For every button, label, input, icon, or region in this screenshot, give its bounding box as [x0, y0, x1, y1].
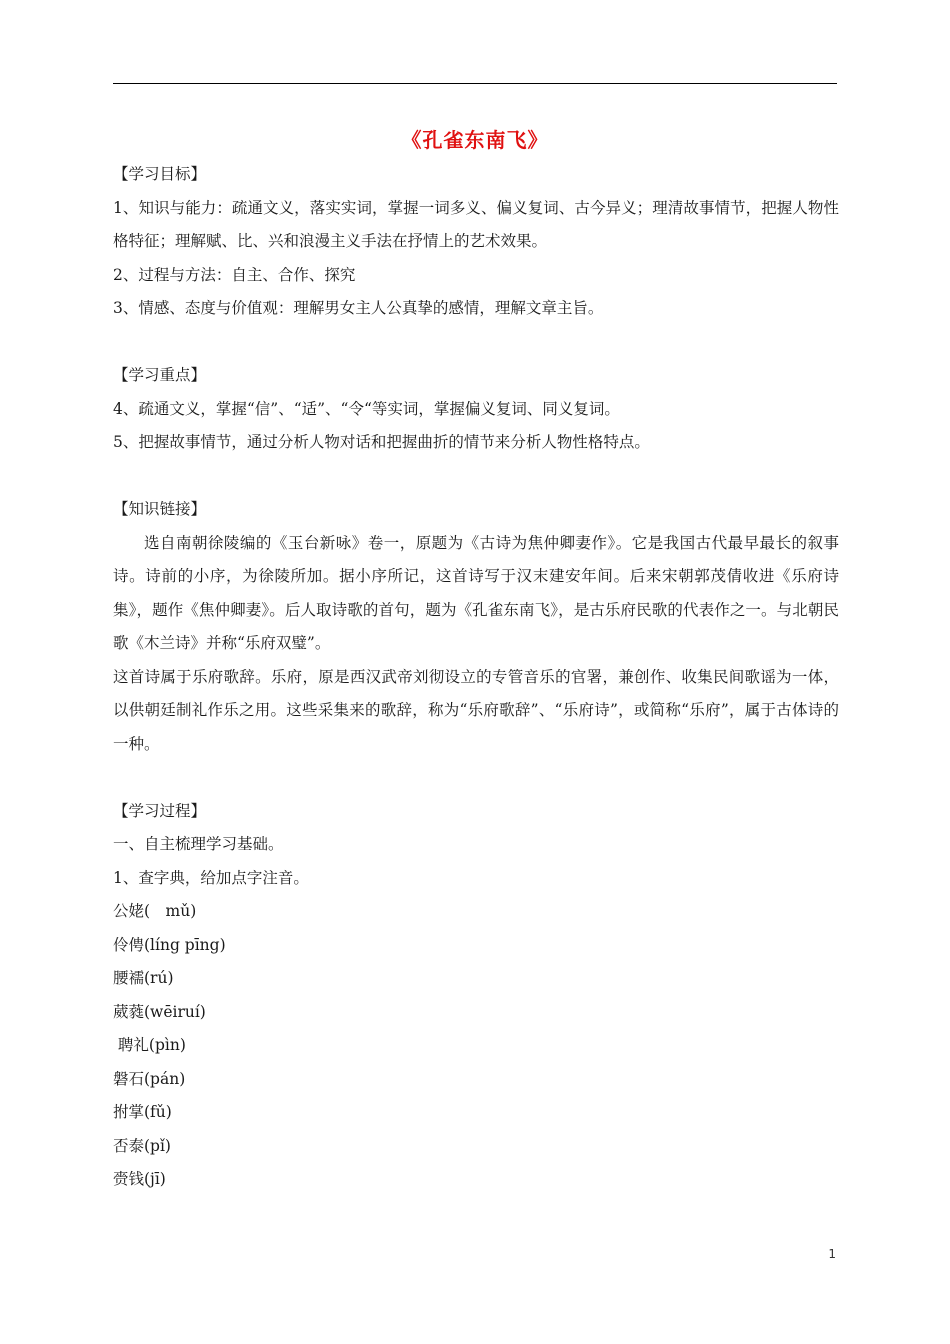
pinyin-item: 拊掌(fǔ)	[113, 1103, 172, 1121]
process-step-1: 一、自主梳理学习基础。	[113, 835, 284, 853]
objectives-heading: 【学习目标】	[113, 165, 207, 183]
pinyin-item: 聘礼(pìn)	[113, 1036, 186, 1054]
pinyin-item: 公姥( mǔ)	[113, 902, 197, 920]
pinyin-item: 腰襦(rú)	[113, 969, 174, 987]
pinyin-item: 赍钱(jī)	[113, 1170, 166, 1188]
pinyin-item: 磐石(pán)	[113, 1069, 186, 1088]
pinyin-item: 否泰(pǐ)	[113, 1136, 171, 1155]
objective-item-2: 2、过程与方法：自主、合作、探究	[113, 265, 356, 284]
document-title: 《孔雀东南飞》	[401, 128, 549, 152]
document-body	[113, 158, 839, 1197]
key-point-item-4: 4、疏通文义，掌握“信”、“适”、“令“等实词，掌握偏义复词、同义复词。	[113, 399, 620, 418]
page-number: 1	[828, 1247, 836, 1261]
key-point-item-5: 5、把握故事情节，通过分析人物对话和把握曲折的情节来分析人物性格特点。	[113, 433, 650, 451]
objective-item-1: 1、知识与能力：疏通文义，落实实词，掌握一词多义、偏义复词、古今异义；理清故事情节，把握人物性格特征；理解赋、比、兴和浪漫主义手法在抒情上的艺术效果。	[113, 198, 839, 250]
knowledge-paragraph-1: 选自南朝徐陵编的《玉台新咏》卷一，原题为《古诗为焦仲卿妻作》。它是我国古代最早最长的叙事诗。诗前的小序，为徐陵所加。据小序所记，这首诗写于汉末建安年间。后来宋朝郭茂倩收进《乐府诗集》，题作《焦仲卿妻》。后人取诗歌的首句，题为《孔雀东南飞》，是古乐府民歌的代表作之一。与北朝民歌《木兰诗》并称“乐府双璧”。	[113, 533, 839, 652]
process-heading: 【学习过程】	[113, 801, 207, 820]
objective-item-3: 3、情感、态度与价值观：理解男女主人公真挚的感情，理解文章主旨。	[113, 299, 604, 317]
header-rule	[113, 83, 837, 84]
pinyin-item: 葳蕤(wēiruí)	[113, 1002, 206, 1021]
knowledge-heading: 【知识链接】	[113, 500, 207, 518]
key-points-heading: 【学习重点】	[113, 366, 207, 384]
process-task-1: 1、查字典，给加点字注音。	[113, 868, 309, 887]
pinyin-item: 伶俜(líng pīng)	[113, 935, 226, 954]
knowledge-paragraph-2: 这首诗属于乐府歌辞。乐府，原是西汉武帝刘彻设立的专管音乐的官署，兼创作、收集民间歌谣为一体，以供朝廷制礼作乐之用。这些采集来的歌辞，称为“乐府歌辞”、“乐府诗”，或简称“乐府”，属于古体诗的一种。	[113, 667, 839, 753]
